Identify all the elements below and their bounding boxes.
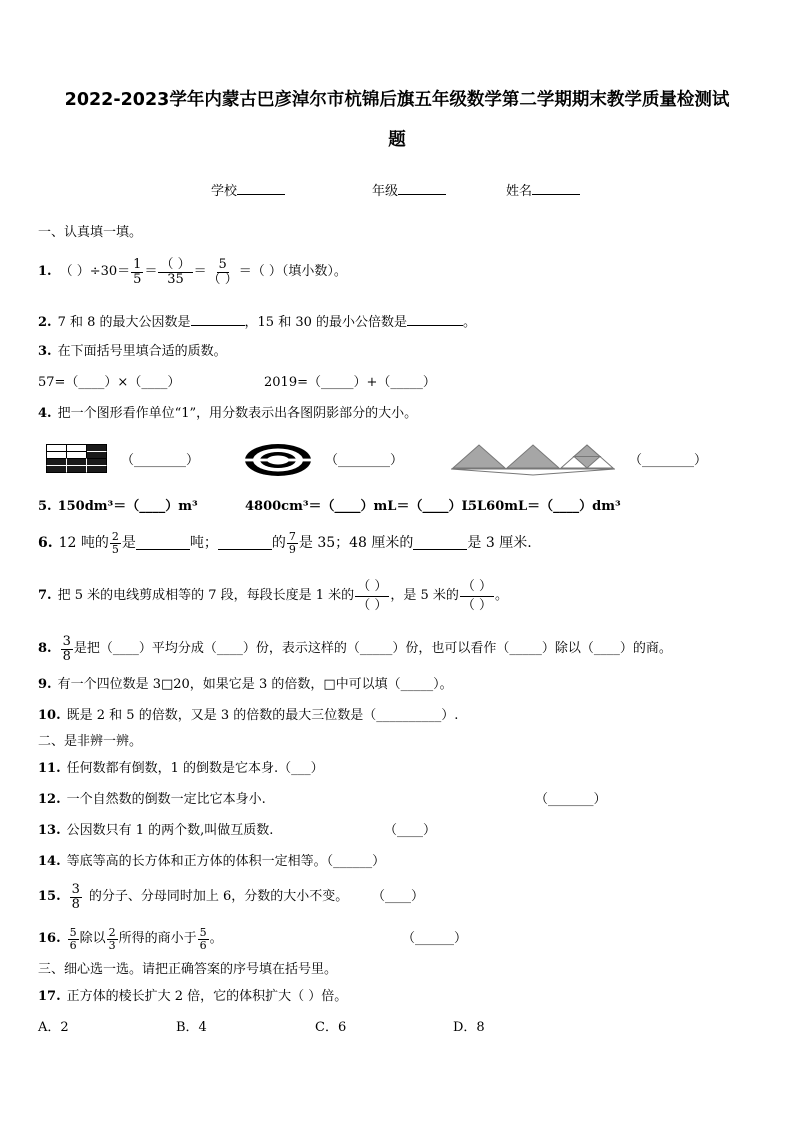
grid-figure (46, 444, 108, 474)
section-1-heading: 一、认真填一填。 (38, 225, 143, 240)
question-5: 5. 150dm³＝（____）m³ (38, 499, 198, 514)
question-16: 16. $\frac{5}{6}$ 除以 $\frac{2}{3}$ 所得的商小于 $\frac{5}{6}$ 。 (38, 925, 223, 952)
question-6: 6. 12 吨的 $\frac{2}{5}$ 是 吨； 的 $\frac{7}{9}$ 是 35；48 厘米的 是 3 厘米. (38, 529, 532, 556)
grade-label: 年级 (372, 184, 399, 199)
question-4-blank-1[interactable]: （________） (121, 453, 200, 468)
section-3-heading: 三、细心选一选。请把正确答案的序号填在括号里。 (38, 962, 338, 977)
question-4: 4. 把一个图形看作单位“1”，用分数表示出各图阴影部分的大小。 (38, 406, 418, 421)
question-3-eq2: 2019=（_____）+（_____） (264, 375, 436, 390)
option-d[interactable]: D．8 (453, 1020, 485, 1035)
question-5-c: 5L60mL＝（____）dm³ (468, 499, 621, 514)
question-13: 13. 公因数只有 1 的两个数,叫做互质数. (38, 823, 274, 838)
question-17: 17. 正方体的棱长扩大 2 倍，它的体积扩大（ ）倍。 (38, 989, 348, 1004)
question-7: 7. 把 5 米的电线剪成相等的 7 段，每段长度是 1 米的 $\frac{( )}{( )}$ ，是 5 米的 $\frac{( )}{( )}$ 。 (38, 578, 509, 613)
question-15: 15. $\frac{3}{8}$ 的分子、分母同时加上 6，分数的大小不变。 (38, 881, 349, 912)
question-5-b: 4800cm³＝（____）mL＝（____）L (245, 499, 471, 514)
question-12-blank[interactable]: （_______） (535, 792, 607, 807)
question-11: 11. 任何数都有倒数，1 的倒数是它本身.（___） (38, 761, 324, 776)
question-15-blank[interactable]: （____） (372, 889, 425, 904)
question-3-eq1: 57=（____）×（____） (38, 375, 181, 390)
question-13-blank[interactable]: （____） (384, 823, 437, 838)
option-a[interactable]: A．2 (38, 1020, 69, 1035)
grade-field[interactable] (372, 182, 446, 200)
question-8: 8. $\frac{3}{8}$ 是把（____）平均分成（____）份，表示这样的（_____）份，也可以看作（_____）除以（____）的商。 (38, 633, 672, 664)
section-2-heading: 二、是非辨一辨。 (38, 734, 143, 749)
triangles-figure (451, 442, 617, 476)
target-ellipse-figure (243, 443, 313, 477)
school-field[interactable] (211, 182, 285, 200)
name-field[interactable] (506, 182, 580, 200)
page-title-line2: 题 (388, 130, 406, 150)
question-14: 14. 等底等高的长方体和正方体的体积一定相等。（______） (38, 854, 386, 869)
question-9: 9. 有一个四位数是 3□20，如果它是 3 的倍数，□中可以填（_____）。 (38, 677, 453, 692)
school-label: 学校 (211, 184, 238, 199)
question-4-blank-3[interactable]: （________） (629, 453, 708, 468)
question-4-blank-2[interactable]: （________） (325, 453, 404, 468)
question-10: 10. 既是 2 和 5 的倍数，又是 3 的倍数的最大三位数是（__________）. (38, 708, 459, 723)
option-b[interactable]: B．4 (176, 1020, 207, 1035)
question-1: 1. （ ）÷30＝ $\frac{1}{5}$ ＝ $\frac{( )}{35}$ ＝ $\frac{5}{( )}$ ＝（ ）（填小数）。 (38, 256, 347, 287)
question-3: 3. 在下面括号里填合适的质数。 (38, 344, 227, 359)
question-12: 12. 一个自然数的倒数一定比它本身小. (38, 792, 266, 807)
question-2: 2. 7 和 8 的最大公因数是 ，15 和 30 的最小公倍数是 。 (38, 315, 477, 330)
option-c[interactable]: C．6 (315, 1020, 347, 1035)
question-16-blank[interactable]: （______） (402, 931, 468, 946)
name-label: 姓名 (506, 184, 533, 199)
page-title: 2022-2023学年内蒙古巴彦淖尔市杭锦后旗五年级数学第二学期期末教学质量检测试 (64, 90, 730, 110)
